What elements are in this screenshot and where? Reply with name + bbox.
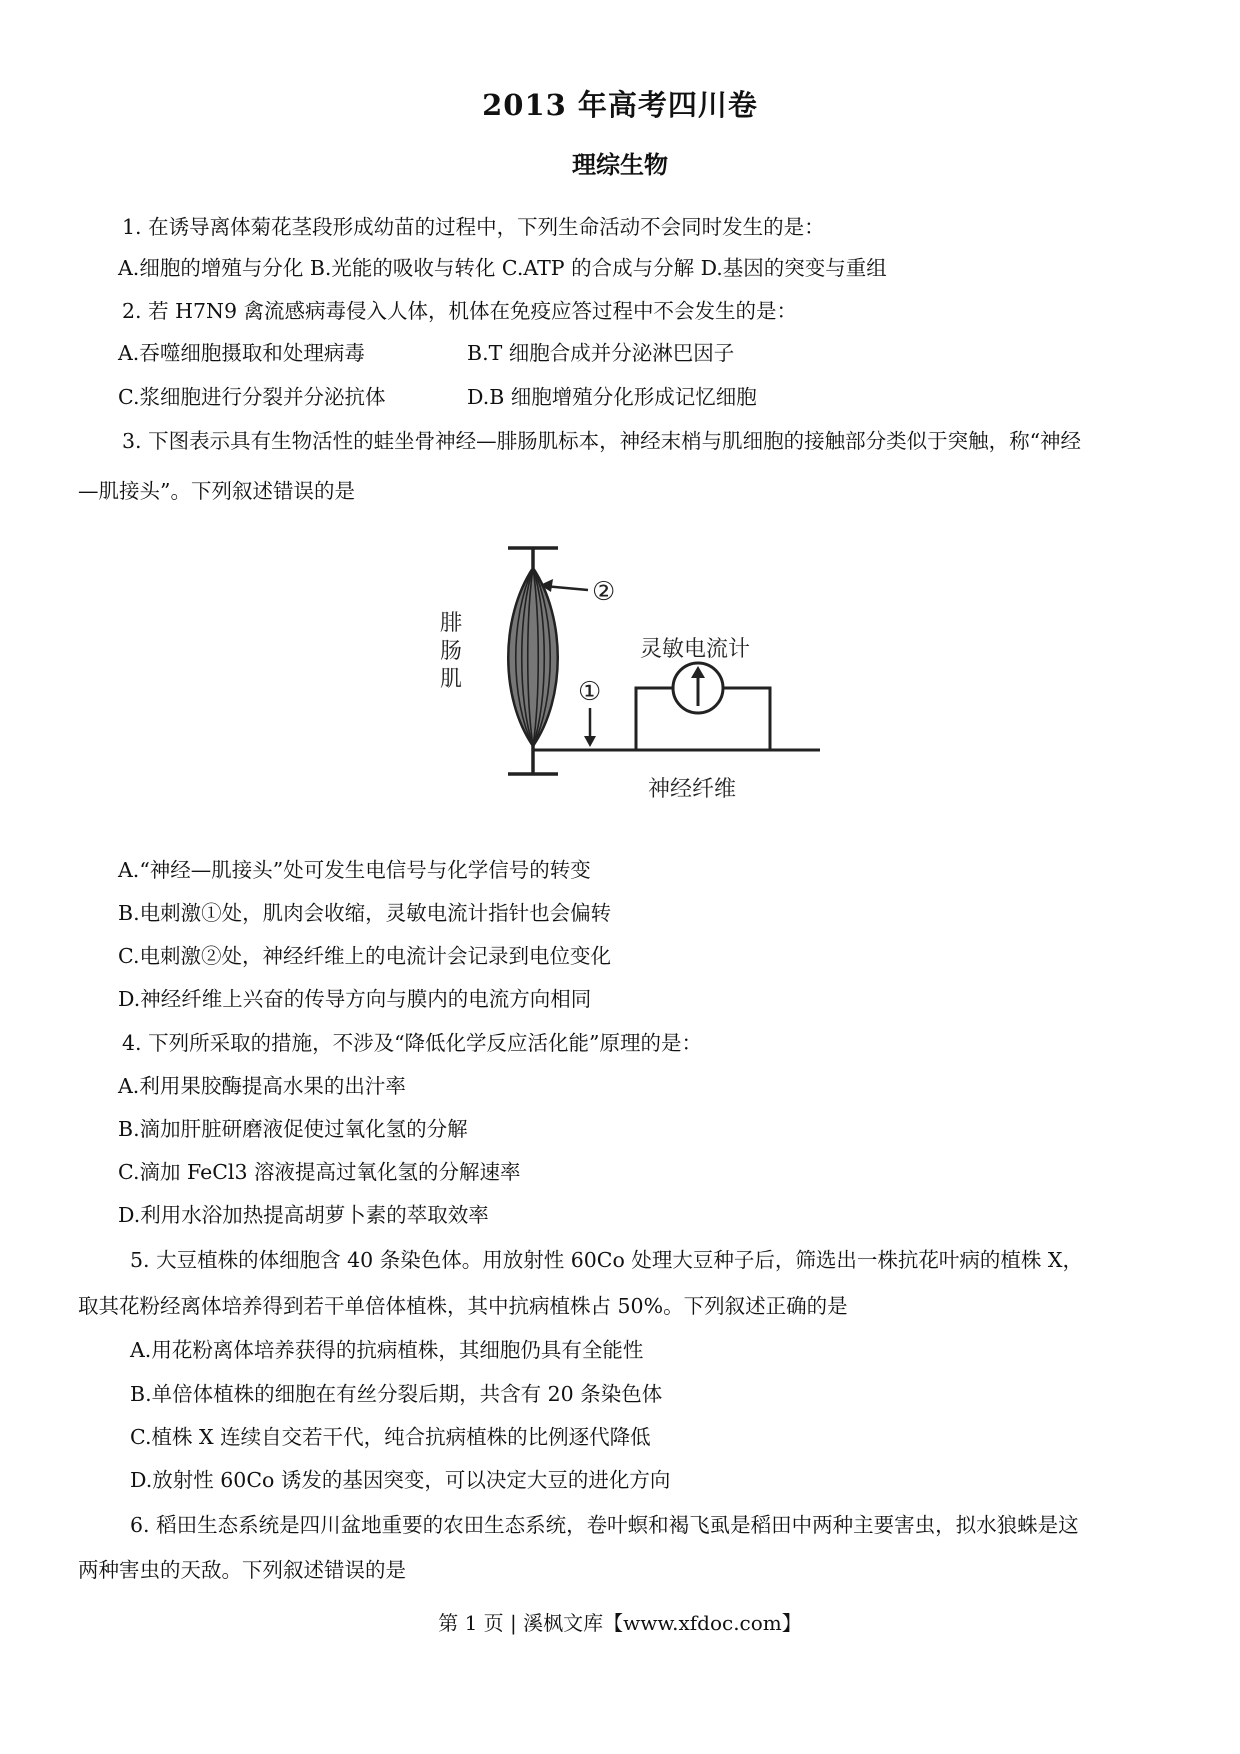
q3-stem-line1: 3. 下图表示具有生物活性的蛙坐骨神经—腓肠肌标本，神经末梢与肌细胞的接触部分类似于突触，称“神经: [122, 429, 1082, 453]
q6-stem-line2: 两种害虫的天敌。下列叙述错误的是: [78, 1558, 406, 1582]
marker-1-label: ①: [578, 677, 602, 707]
q3-option-d: D.神经纤维上兴奋的传导方向与膜内的电流方向相同: [118, 987, 592, 1011]
q5-option-b: B.单倍体植株的细胞在有丝分裂后期，共含有 20 条染色体: [130, 1382, 663, 1406]
q2-option-d: D.B 细胞增殖分化形成记忆细胞: [467, 385, 757, 409]
nerve-fiber-label: 神经纤维: [648, 777, 737, 802]
galvanometer-label: 灵敏电流计: [640, 637, 751, 662]
q5-option-d: D.放射性 60Co 诱发的基因突变，可以决定大豆的进化方向: [130, 1468, 671, 1492]
q2-stem: 2. 若 H7N9 禽流感病毒侵入人体，机体在免疫应答过程中不会发生的是：: [122, 299, 798, 323]
nerve-muscle-diagram: [430, 538, 830, 808]
q4-option-b: B.滴加肝脏研磨液促使过氧化氢的分解: [118, 1117, 468, 1141]
arrow-marker-2: [540, 579, 588, 592]
page-title: 2013 年高考四川卷: [482, 88, 758, 122]
q5-stem-line1: 5. 大豆植株的体细胞含 40 条染色体。用放射性 60Co 处理大豆种子后，筛选出一株抗花叶病的植株 X，: [130, 1248, 1083, 1272]
q1-stem: 1. 在诱导离体菊花茎段形成幼苗的过程中，下列生命活动不会同时发生的是：: [122, 215, 825, 239]
q5-option-a: A.用花粉离体培养获得的抗病植株，其细胞仍具有全能性: [130, 1338, 644, 1362]
arrow-marker-1: [584, 708, 596, 747]
q4-stem: 4. 下列所采取的措施，不涉及“降低化学反应活化能”原理的是：: [122, 1031, 703, 1055]
q4-option-d: D.利用水浴加热提高胡萝卜素的萃取效率: [118, 1203, 489, 1227]
muscle-label-1: 腓: [440, 611, 463, 636]
q4-option-c: C.滴加 FeCl3 溶液提高过氧化氢的分解速率: [118, 1160, 521, 1184]
q5-stem-line2: 取其花粉经离体培养得到若干单倍体植株，其中抗病植株占 50%。下列叙述正确的是: [78, 1294, 848, 1318]
muscle-icon: [508, 568, 558, 746]
marker-2-label: ②: [592, 577, 616, 607]
q3-stem-line2: —肌接头”。下列叙述错误的是: [78, 479, 355, 503]
muscle-label-2: 肠: [440, 639, 463, 664]
galvanometer-icon: [673, 663, 723, 713]
muscle-label-3: 肌: [440, 667, 463, 692]
q3-option-b: B.电刺激①处，肌肉会收缩，灵敏电流计指针也会偏转: [118, 901, 612, 925]
q2-option-c: C.浆细胞进行分裂并分泌抗体: [118, 385, 386, 409]
q5-option-c: C.植株 X 连续自交若干代，纯合抗病植株的比例逐代降低: [130, 1425, 651, 1449]
q1-options: A.细胞的增殖与分化 B.光能的吸收与转化 C.ATP 的合成与分解 D.基因的突变与重组: [118, 256, 887, 280]
q3-option-c: C.电刺激②处，神经纤维上的电流计会记录到电位变化: [118, 944, 611, 968]
q2-option-a: A.吞噬细胞摄取和处理病毒: [118, 341, 365, 365]
q6-stem-line1: 6. 稻田生态系统是四川盆地重要的农田生态系统，卷叶螟和褐飞虱是稻田中两种主要害虫，拟水狼蛛是这: [130, 1513, 1079, 1537]
q4-option-a: A.利用果胶酶提高水果的出汁率: [118, 1074, 406, 1098]
page-footer: 第 1 页 | 溪枫文库【www.xfdoc.com】: [438, 1611, 802, 1635]
page-subtitle: 理综生物: [572, 150, 668, 179]
q3-option-a: A.“神经—肌接头”处可发生电信号与化学信号的转变: [118, 858, 591, 882]
q2-option-b: B.T 细胞合成并分泌淋巴因子: [467, 341, 735, 365]
